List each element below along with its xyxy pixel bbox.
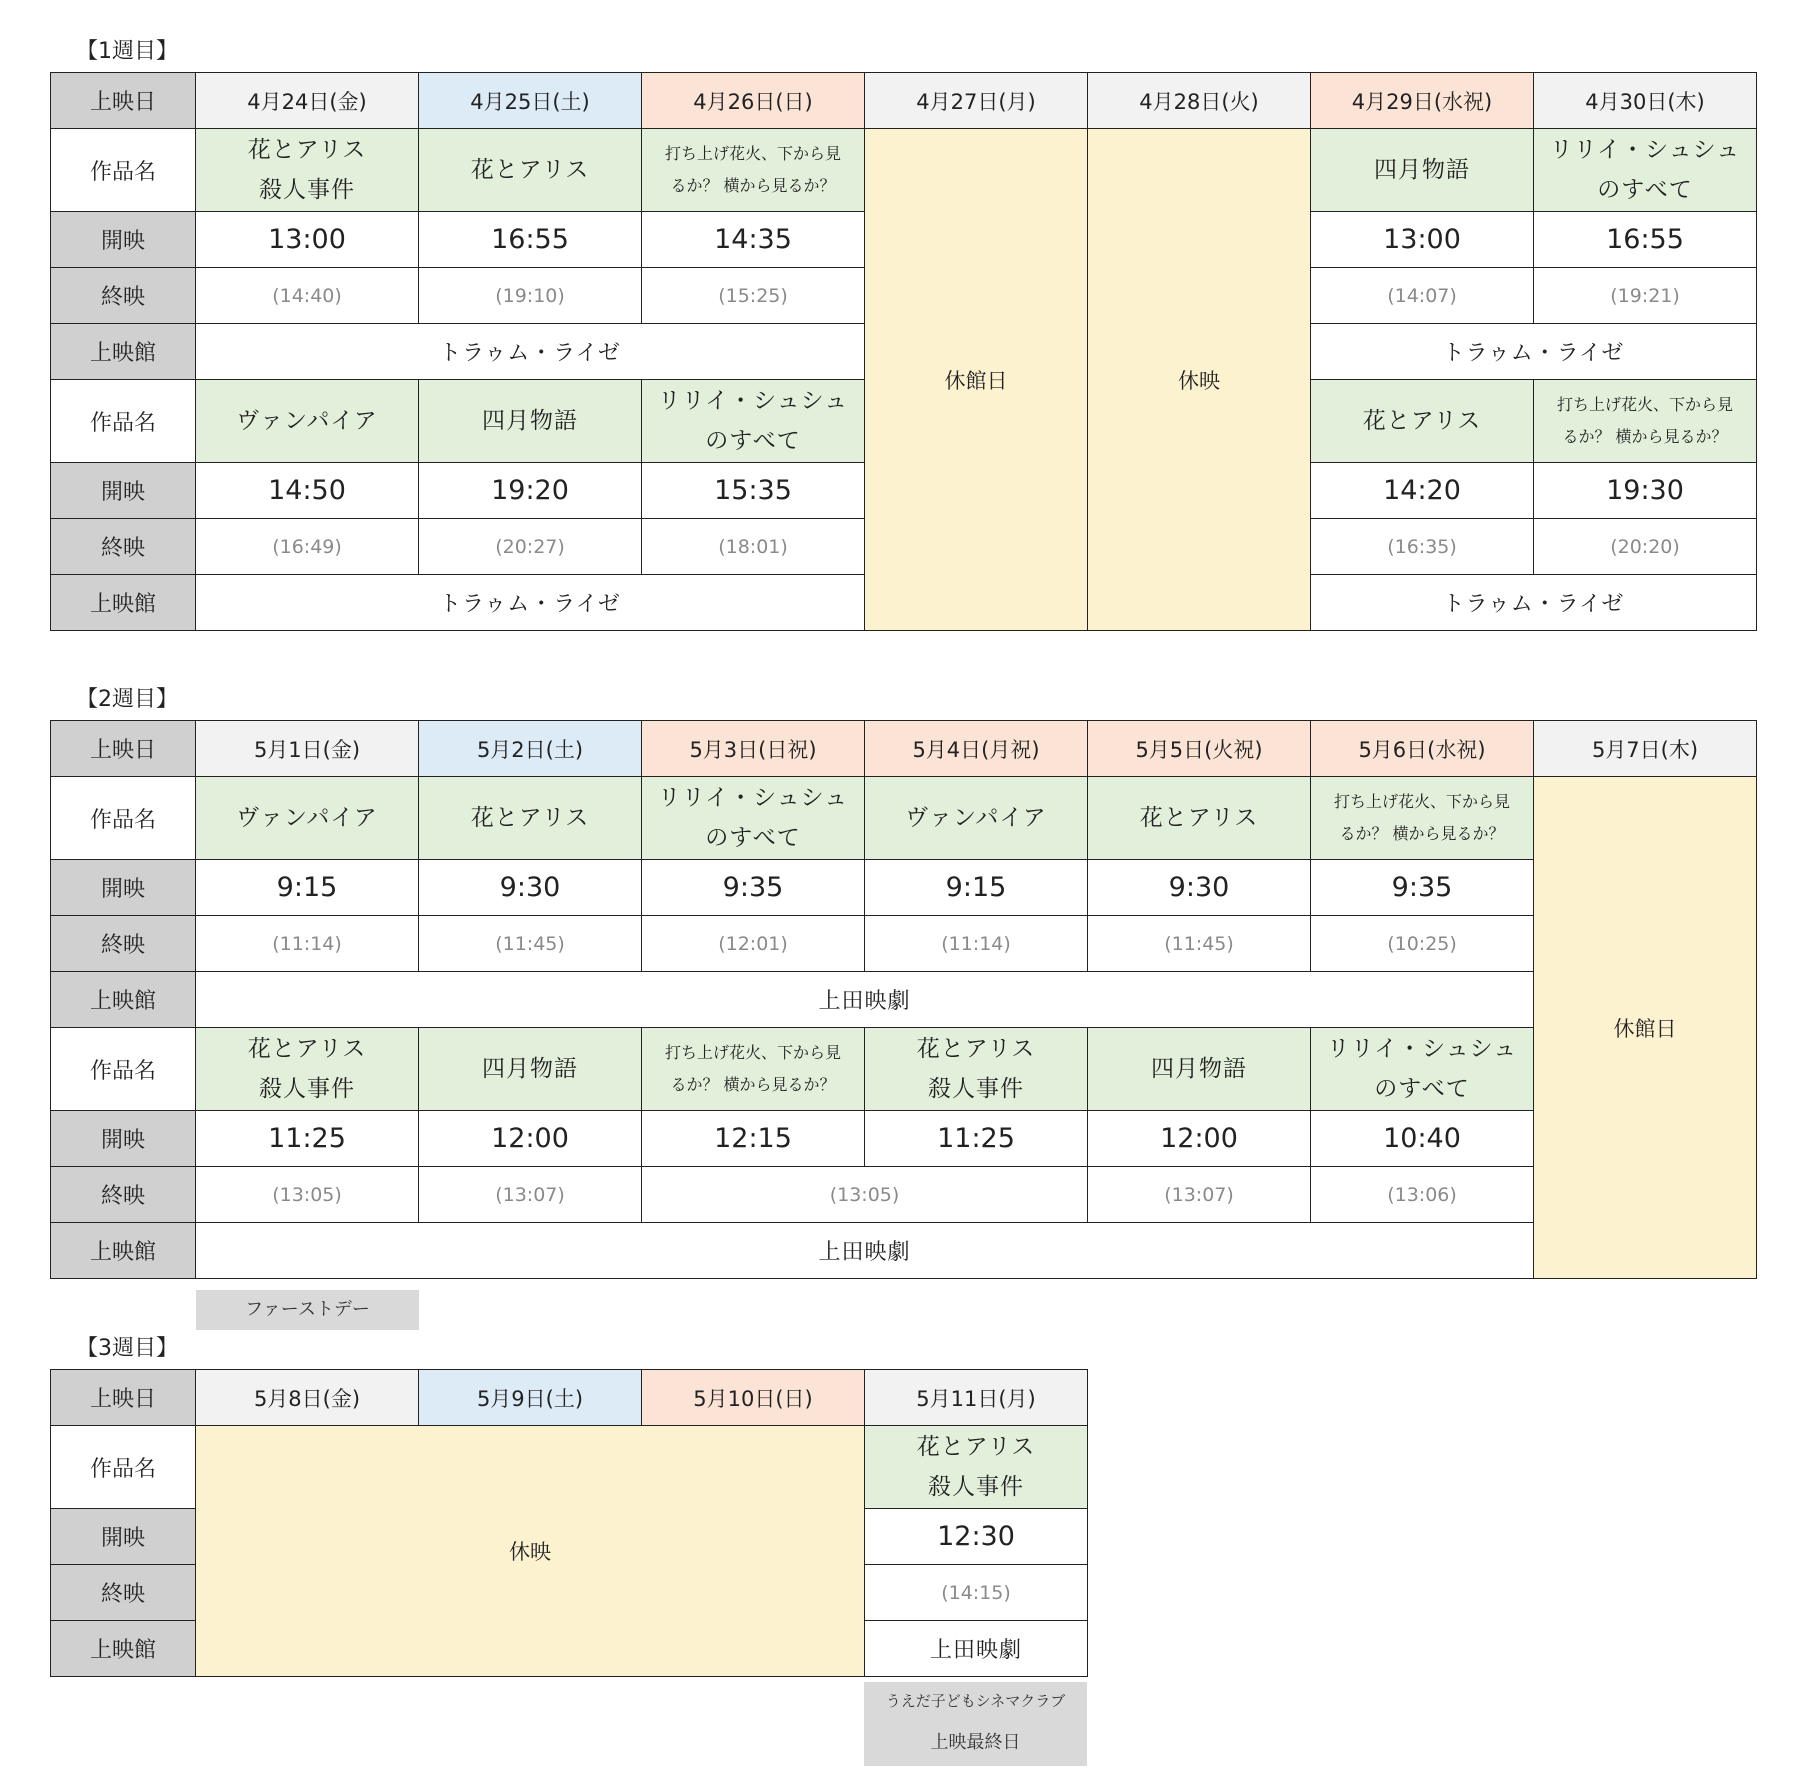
start-time: 9:35 [642,860,865,916]
date-header: 4月28日(火) [1088,73,1311,129]
label-venue: 上映館 [51,1621,196,1677]
end-time: (11:45) [419,916,642,972]
date-header: 5月2日(土) [419,721,642,777]
no-screening-cell: 休映 [196,1426,865,1677]
film-title: 花とアリス 殺人事件 [196,129,419,212]
end-time: (13:05) [642,1167,1088,1223]
film-title: リリイ・シュシュ のすべて [1534,129,1757,212]
start-time: 13:00 [196,212,419,268]
film-title: 打ち上げ花火、下から見 るか？ 横から見るか？ [642,129,865,212]
venue-cell: 上田映劇 [196,1223,1534,1279]
date-header: 5月8日(金) [196,1370,419,1426]
closed-day-cell: 休館日 [865,129,1088,631]
venue-cell: トラゥム・ライゼ [196,575,865,631]
end-time: (18:01) [642,519,865,575]
end-time: (14:40) [196,268,419,324]
venue-cell: トラゥム・ライゼ [196,324,865,380]
end-time: (11:14) [865,916,1088,972]
film-title: 花とアリス [419,129,642,212]
label-end: 終映 [51,1167,196,1223]
date-header: 5月6日(水祝) [1311,721,1534,777]
date-header: 5月9日(土) [419,1370,642,1426]
start-time: 19:20 [419,463,642,519]
film-title: リリイ・シュシュ のすべて [1311,1028,1534,1111]
label-title: 作品名 [51,380,196,463]
week3-schedule-table [50,1369,1088,1677]
date-header: 4月27日(月) [865,73,1088,129]
date-header: 4月26日(日) [642,73,865,129]
week1-schedule-table [50,72,1757,631]
film-title: 打ち上げ花火、下から見 るか？ 横から見るか？ [642,1028,865,1111]
venue-cell: 上田映劇 [865,1621,1088,1677]
film-title: 花とアリス [419,777,642,860]
date-header: 4月25日(土) [419,73,642,129]
date-header: 5月11日(月) [865,1370,1088,1426]
label-end: 終映 [51,519,196,575]
note-line: うえだ子どもシネマクラブ [885,1692,1066,1710]
date-header: 5月10日(日) [642,1370,865,1426]
end-time: (12:01) [642,916,865,972]
film-title: ヴァンパイア [196,380,419,463]
start-time: 12:00 [1088,1111,1311,1167]
end-time: (13:05) [196,1167,419,1223]
start-time: 12:15 [642,1111,865,1167]
label-venue: 上映館 [51,575,196,631]
end-time: (15:25) [642,268,865,324]
end-time: (10:25) [1311,916,1534,972]
film-title: 花とアリス 殺人事件 [865,1028,1088,1111]
film-title: 四月物語 [1311,129,1534,212]
film-title: 打ち上げ花火、下から見 るか？ 横から見るか？ [1534,380,1757,463]
film-title: リリイ・シュシュ のすべて [642,777,865,860]
start-time: 14:20 [1311,463,1534,519]
end-time: (20:27) [419,519,642,575]
end-time: (13:06) [1311,1167,1534,1223]
film-title: 打ち上げ花火、下から見 るか？ 横から見るか？ [1311,777,1534,860]
final-day-note [864,1682,1087,1766]
date-header: 5月3日(日祝) [642,721,865,777]
film-title: 花とアリス 殺人事件 [196,1028,419,1111]
film-title: 花とアリス 殺人事件 [865,1426,1088,1509]
start-time: 19:30 [1534,463,1757,519]
film-title: 花とアリス [1088,777,1311,860]
date-header: 4月24日(金) [196,73,419,129]
end-time: (19:21) [1534,268,1757,324]
start-time: 11:25 [196,1111,419,1167]
date-header: 4月30日(木) [1534,73,1757,129]
label-end: 終映 [51,1565,196,1621]
end-time: (13:07) [419,1167,642,1223]
venue-cell: トラゥム・ライゼ [1311,324,1757,380]
week3-heading: 【3週目】 [76,1336,178,1361]
label-open: 開映 [51,212,196,268]
label-date: 上映日 [51,73,196,129]
start-time: 10:40 [1311,1111,1534,1167]
film-title: ヴァンパイア [865,777,1088,860]
start-time: 16:55 [1534,212,1757,268]
start-time: 12:30 [865,1509,1088,1565]
end-time: (13:07) [1088,1167,1311,1223]
start-time: 9:35 [1311,860,1534,916]
label-end: 終映 [51,916,196,972]
start-time: 12:00 [419,1111,642,1167]
label-venue: 上映館 [51,972,196,1028]
first-day-note: ファーストデー [196,1290,419,1330]
start-time: 11:25 [865,1111,1088,1167]
date-header: 4月29日(水祝) [1311,73,1534,129]
label-end: 終映 [51,268,196,324]
label-title: 作品名 [51,1426,196,1509]
start-time: 16:55 [419,212,642,268]
end-time: (16:35) [1311,519,1534,575]
film-title: 四月物語 [1088,1028,1311,1111]
venue-cell: トラゥム・ライゼ [1311,575,1757,631]
label-date: 上映日 [51,1370,196,1426]
label-title: 作品名 [51,129,196,212]
label-open: 開映 [51,463,196,519]
end-time: (14:07) [1311,268,1534,324]
date-header: 5月5日(火祝) [1088,721,1311,777]
start-time: 14:50 [196,463,419,519]
week1-heading: 【1週目】 [76,39,178,64]
no-screening-cell: 休映 [1088,129,1311,631]
venue-cell: 上田映劇 [196,972,1534,1028]
film-title: ヴァンパイア [196,777,419,860]
end-time: (11:14) [196,916,419,972]
date-header: 5月1日(金) [196,721,419,777]
note-line: 上映最終日 [930,1732,1021,1753]
start-time: 13:00 [1311,212,1534,268]
start-time: 14:35 [642,212,865,268]
end-time: (14:15) [865,1565,1088,1621]
label-open: 開映 [51,1111,196,1167]
film-title: 四月物語 [419,1028,642,1111]
end-time: (11:45) [1088,916,1311,972]
film-title: 花とアリス [1311,380,1534,463]
start-time: 15:35 [642,463,865,519]
film-title: リリイ・シュシュ のすべて [642,380,865,463]
start-time: 9:15 [865,860,1088,916]
end-time: (19:10) [419,268,642,324]
label-title: 作品名 [51,777,196,860]
label-title: 作品名 [51,1028,196,1111]
closed-day-cell: 休館日 [1534,777,1757,1279]
label-open: 開映 [51,1509,196,1565]
label-venue: 上映館 [51,324,196,380]
end-time: (16:49) [196,519,419,575]
week2-heading: 【2週目】 [76,687,178,712]
label-venue: 上映館 [51,1223,196,1279]
label-open: 開映 [51,860,196,916]
label-date: 上映日 [51,721,196,777]
date-header: 5月4日(月祝) [865,721,1088,777]
date-header: 5月7日(木) [1534,721,1757,777]
start-time: 9:30 [419,860,642,916]
end-time: (20:20) [1534,519,1757,575]
start-time: 9:30 [1088,860,1311,916]
film-title: 四月物語 [419,380,642,463]
week2-schedule-table [50,720,1757,1279]
start-time: 9:15 [196,860,419,916]
